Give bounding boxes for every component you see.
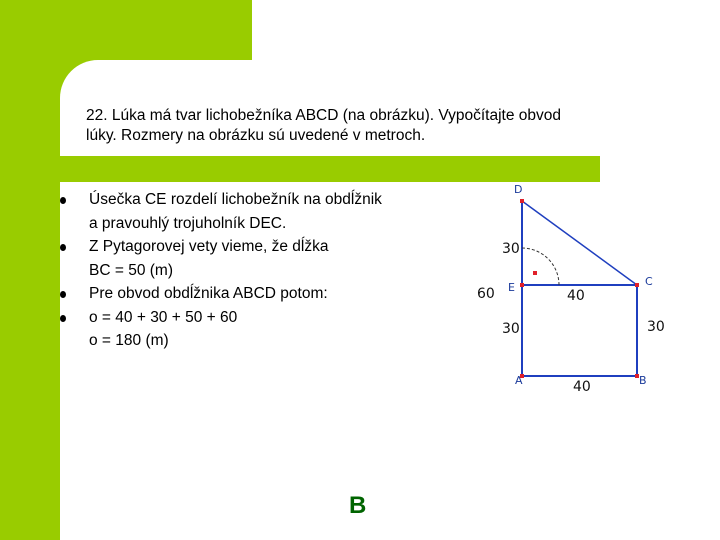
slide-title <box>86 106 696 146</box>
bullet-dot-icon <box>60 291 66 298</box>
green-divider-bar <box>1 156 600 182</box>
length-ad: 60 <box>477 286 495 302</box>
trapezoid-diagram <box>470 180 700 395</box>
bullet-list <box>60 188 460 353</box>
vertex-e-label: E <box>508 281 515 294</box>
right-angle-marker <box>533 271 537 275</box>
length-ea: 30 <box>502 321 520 337</box>
answer-letter: B <box>349 492 367 519</box>
vertex-a-label: A <box>515 374 523 387</box>
bullet-text-continued: o = 180 (m) <box>89 332 169 349</box>
right-angle-arc <box>522 248 559 285</box>
vertex-d-label: D <box>514 183 523 196</box>
side-dc <box>522 201 637 285</box>
title-line-1: 22. Lúka má tvar lichobežníka ABCD (na obrázku). Vypočítajte obvod <box>86 107 562 124</box>
bullet-text: Pre obvod obdĺžnika ABCD potom: <box>89 285 328 302</box>
bullet-text-continued: a pravouhlý trojuholník DEC. <box>89 214 287 232</box>
bullet-text-continued: BC = 50 (m) <box>89 261 173 279</box>
vertex-b-label: B <box>639 374 647 387</box>
length-ec: 40 <box>567 288 585 304</box>
bullet-item <box>60 235 460 282</box>
title-line-2: lúky. Rozmery na obrázku sú uvedené v metroch. <box>86 127 426 144</box>
length-bc: 30 <box>647 319 665 335</box>
vertex-d-marker <box>520 199 524 203</box>
bullet-dot-icon <box>60 244 66 251</box>
bullet-text: Úsečka CE rozdelí lichobežník na obdĺžnik <box>89 191 382 208</box>
vertex-e-marker <box>520 283 524 287</box>
bullet-dot-icon <box>60 197 66 204</box>
length-de: 30 <box>502 241 520 257</box>
bullet-item <box>60 188 460 235</box>
bullet-dot-icon <box>60 315 66 322</box>
vertex-c-marker <box>635 283 639 287</box>
bullet-item <box>60 282 460 306</box>
vertex-c-label: C <box>645 275 653 288</box>
bullet-text: o = 40 + 30 + 50 + 60 <box>89 308 238 326</box>
bullet-item <box>60 306 460 353</box>
length-ab: 40 <box>573 379 591 395</box>
bullet-text: Z Pytagorovej vety vieme, že dĺžka <box>89 238 329 255</box>
